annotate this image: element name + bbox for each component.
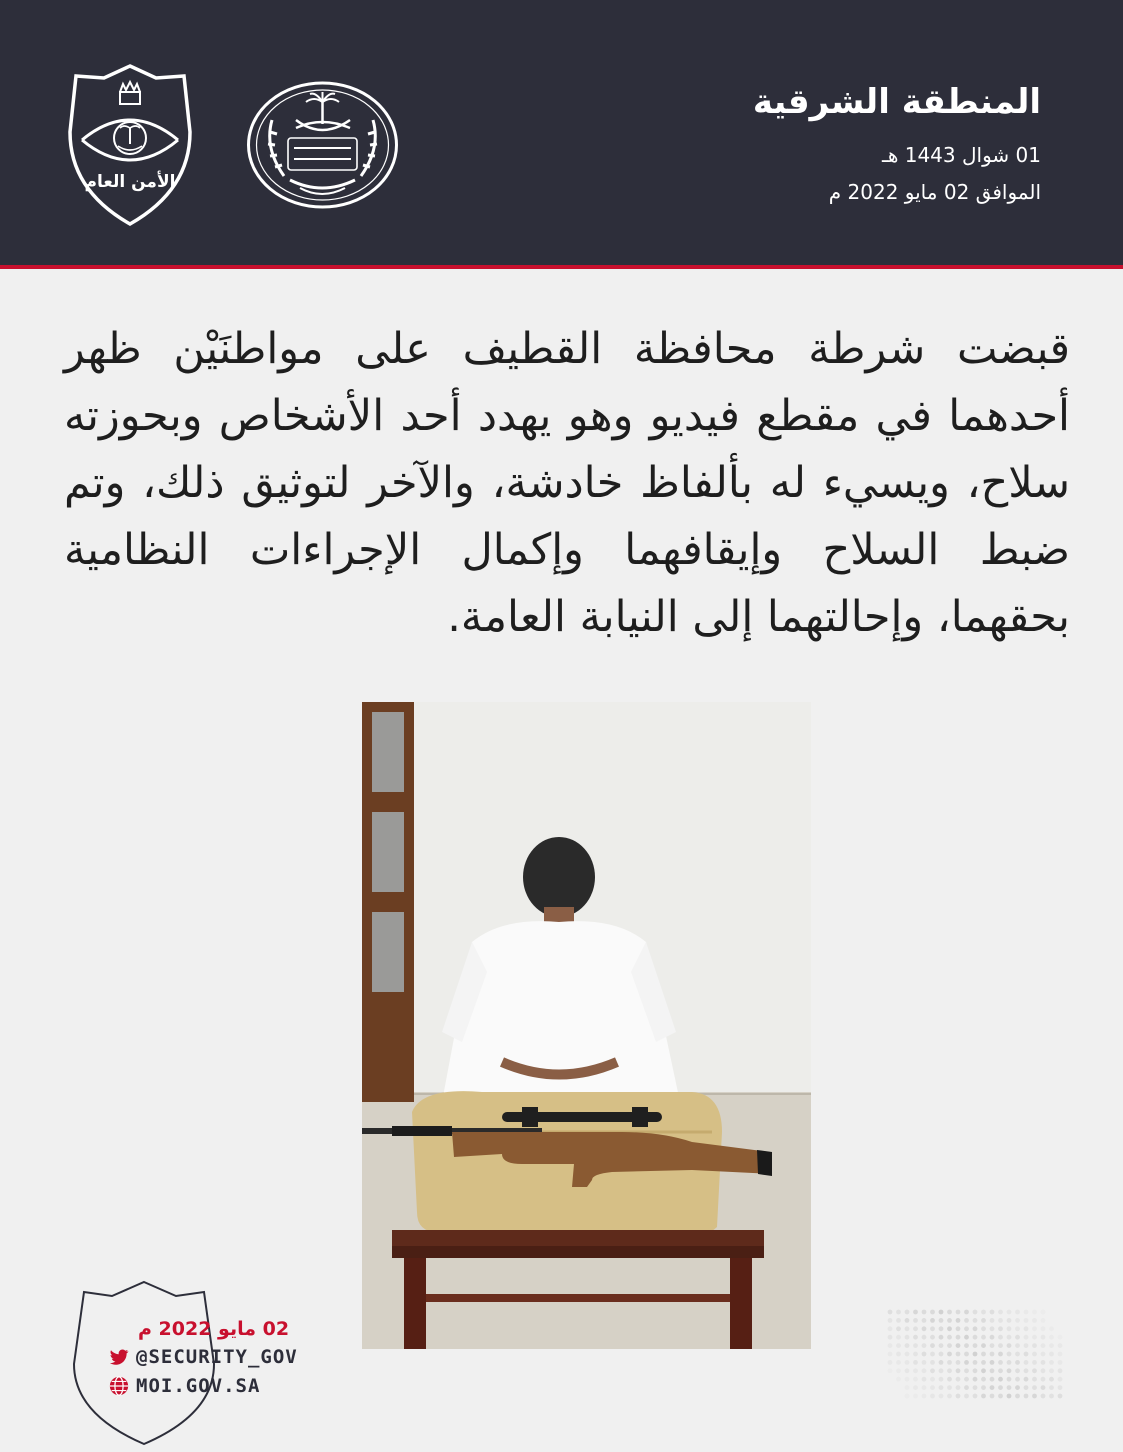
decorative-dot [1058, 1352, 1063, 1357]
decorative-dot [964, 1368, 969, 1373]
decorative-dot [956, 1377, 961, 1382]
decorative-dot [896, 1310, 901, 1315]
public-security-emblem-icon [66, 62, 194, 228]
decorative-dot [905, 1360, 910, 1365]
decorative-dot [939, 1318, 944, 1323]
decorative-dot [1049, 1377, 1054, 1382]
decorative-dot [973, 1394, 978, 1399]
decorative-dot [1041, 1326, 1046, 1331]
decorative-dot [939, 1394, 944, 1399]
decorative-dot [1015, 1310, 1020, 1315]
decorative-dot [905, 1343, 910, 1348]
decorative-dot [905, 1377, 910, 1382]
decorative-dot [956, 1343, 961, 1348]
decorative-dot [905, 1326, 910, 1331]
gregorian-date: الموافق 02 مايو 2022 م [828, 180, 1041, 204]
decorative-dot [964, 1318, 969, 1323]
decorative-dot [1007, 1385, 1012, 1390]
decorative-dot [998, 1343, 1003, 1348]
decorative-dot [1007, 1368, 1012, 1373]
decorative-dot [981, 1352, 986, 1357]
decorative-dot [913, 1326, 918, 1331]
decorative-dot [947, 1352, 952, 1357]
decorative-dot [930, 1343, 935, 1348]
decorative-dot [896, 1326, 901, 1331]
decorative-dot [922, 1343, 927, 1348]
decorative-dot [964, 1352, 969, 1357]
decorative-dot [1007, 1352, 1012, 1357]
website-link[interactable] [108, 1373, 260, 1399]
decorative-dot [1024, 1326, 1029, 1331]
decorative-dot [1015, 1318, 1020, 1323]
decorative-dot [922, 1310, 927, 1315]
decorative-dot [990, 1335, 995, 1340]
decorative-dot [990, 1310, 995, 1315]
decorative-dot [922, 1335, 927, 1340]
decorative-dot [1058, 1377, 1063, 1382]
decorative-dot [998, 1360, 1003, 1365]
decorative-dot [1007, 1360, 1012, 1365]
decorative-dot [990, 1318, 995, 1323]
footer-date: 02 مايو 2022 م [138, 1318, 290, 1340]
decorative-dot [1015, 1360, 1020, 1365]
header-banner [0, 0, 1123, 265]
decorative-dot [1024, 1310, 1029, 1315]
twitter-link[interactable] [108, 1344, 298, 1370]
decorative-dot [1049, 1326, 1054, 1331]
decorative-dot [998, 1368, 1003, 1373]
decorative-dot [888, 1318, 893, 1323]
decorative-dot [1015, 1377, 1020, 1382]
decorative-dot [939, 1352, 944, 1357]
decorative-dot [939, 1310, 944, 1315]
decorative-dot [1041, 1352, 1046, 1357]
decorative-dot [896, 1343, 901, 1348]
decorative-dot [1007, 1335, 1012, 1340]
decorative-dot [913, 1394, 918, 1399]
decorative-dot [973, 1352, 978, 1357]
decorative-dot [964, 1310, 969, 1315]
decorative-dot [1032, 1318, 1037, 1323]
decorative-dot [1007, 1326, 1012, 1331]
decorative-dot [947, 1368, 952, 1373]
decorative-dot [1032, 1335, 1037, 1340]
decorative-dot [1024, 1343, 1029, 1348]
decorative-dot [956, 1326, 961, 1331]
decorative-dot [1049, 1368, 1054, 1373]
decorative-dot [1032, 1360, 1037, 1365]
decorative-dot [939, 1360, 944, 1365]
decorative-dot [939, 1326, 944, 1331]
decorative-dot [930, 1318, 935, 1323]
decorative-dot [990, 1385, 995, 1390]
decorative-dot [981, 1368, 986, 1373]
decorative-dot [947, 1343, 952, 1348]
decorative-dot [973, 1326, 978, 1331]
decorative-dot [1041, 1377, 1046, 1382]
decorative-dot [998, 1394, 1003, 1399]
header-accent-line [0, 265, 1123, 269]
decorative-dot [905, 1385, 910, 1390]
decorative-dot [947, 1318, 952, 1323]
decorative-dot [913, 1318, 918, 1323]
decorative-dot [1015, 1343, 1020, 1348]
decorative-dot [973, 1377, 978, 1382]
decorative-dot [930, 1335, 935, 1340]
decorative-dot [888, 1368, 893, 1373]
decorative-dot [888, 1360, 893, 1365]
decorative-dot [956, 1318, 961, 1323]
decorative-dot [930, 1385, 935, 1390]
decorative-dot [930, 1394, 935, 1399]
decorative-dot [1049, 1394, 1054, 1399]
decorative-dot [998, 1385, 1003, 1390]
decorative-dot [930, 1360, 935, 1365]
decorative-dot [1041, 1343, 1046, 1348]
decorative-dot [947, 1377, 952, 1382]
decorative-dot [1049, 1360, 1054, 1365]
decorative-dot [947, 1310, 952, 1315]
decorative-dot [922, 1368, 927, 1373]
decorative-dot [990, 1326, 995, 1331]
twitter-icon [108, 1346, 130, 1368]
decorative-dot [1032, 1394, 1037, 1399]
globe-icon [108, 1375, 130, 1397]
decorative-dot [1015, 1385, 1020, 1390]
decorative-dot [1041, 1310, 1046, 1315]
decorative-dot [1049, 1335, 1054, 1340]
decorative-dot [896, 1368, 901, 1373]
decorative-dot [896, 1377, 901, 1382]
decorative-dot [947, 1394, 952, 1399]
decorative-dot [905, 1318, 910, 1323]
moi-emblem-icon [244, 80, 401, 210]
decorative-dot [896, 1335, 901, 1340]
decorative-dot [1049, 1343, 1054, 1348]
decorative-dot-pattern [886, 1308, 1064, 1400]
decorative-dot [956, 1360, 961, 1365]
decorative-dot [1032, 1377, 1037, 1382]
decorative-dot [930, 1368, 935, 1373]
decorative-dot [913, 1377, 918, 1382]
decorative-dot [913, 1368, 918, 1373]
decorative-dot [973, 1360, 978, 1365]
decorative-dot [1041, 1368, 1046, 1373]
decorative-dot [1024, 1368, 1029, 1373]
decorative-dot [1007, 1318, 1012, 1323]
decorative-dot [905, 1352, 910, 1357]
decorative-dot [964, 1360, 969, 1365]
decorative-dot [998, 1318, 1003, 1323]
decorative-dot [913, 1335, 918, 1340]
decorative-dot [939, 1343, 944, 1348]
decorative-dot [913, 1385, 918, 1390]
statement-text: قبضت شرطة محافظة القطيف على مواطنَيْن ظهر أحدهما في مقطع فيديو وهو يهدد أحد الأشخاص وبحوزته سلاح، ويسيء له بألفاظ خادشة، والآخر لتوثيق ذلك، وتم ضبط السلاح وإيقافهما وإكمال الإجراءات النظامية بحقهما، وإحالتهما إلى النيابة العامة. [64, 324, 1070, 642]
decorative-dot [1041, 1360, 1046, 1365]
decorative-dot [981, 1343, 986, 1348]
decorative-dot [905, 1335, 910, 1340]
decorative-dot [981, 1377, 986, 1382]
decorative-dot [1015, 1394, 1020, 1399]
decorative-dot [1032, 1310, 1037, 1315]
decorative-dot [939, 1377, 944, 1382]
decorative-dot [956, 1352, 961, 1357]
decorative-dot [1058, 1360, 1063, 1365]
decorative-dot [981, 1385, 986, 1390]
decorative-dot [990, 1360, 995, 1365]
decorative-dot [888, 1310, 893, 1315]
decorative-dot [964, 1385, 969, 1390]
decorative-dot [1058, 1368, 1063, 1373]
decorative-dot [1007, 1310, 1012, 1315]
decorative-dot [956, 1310, 961, 1315]
decorative-dot [888, 1335, 893, 1340]
decorative-dot [1024, 1394, 1029, 1399]
decorative-dot [973, 1343, 978, 1348]
decorative-dot [1015, 1326, 1020, 1331]
decorative-dot [1041, 1385, 1046, 1390]
decorative-dot [1058, 1335, 1063, 1340]
decorative-dot [905, 1394, 910, 1399]
decorative-dot [973, 1310, 978, 1315]
decorative-dot [913, 1352, 918, 1357]
decorative-dot [922, 1385, 927, 1390]
decorative-dot [990, 1368, 995, 1373]
decorative-dot [964, 1326, 969, 1331]
decorative-dot [922, 1394, 927, 1399]
decorative-dot [922, 1352, 927, 1357]
decorative-dot [964, 1343, 969, 1348]
decorative-dot [930, 1352, 935, 1357]
decorative-dot [1007, 1377, 1012, 1382]
decorative-dot [1024, 1360, 1029, 1365]
decorative-dot [981, 1360, 986, 1365]
decorative-dot [939, 1335, 944, 1340]
decorative-dot [947, 1326, 952, 1331]
decorative-dot [939, 1368, 944, 1373]
decorative-dot [1049, 1352, 1054, 1357]
decorative-dot [913, 1360, 918, 1365]
decorative-dot [922, 1318, 927, 1323]
decorative-dot [1032, 1326, 1037, 1331]
decorative-dot [1041, 1335, 1046, 1340]
decorative-dot [964, 1377, 969, 1382]
decorative-dot [930, 1377, 935, 1382]
decorative-dot [956, 1335, 961, 1340]
decorative-dot [998, 1310, 1003, 1315]
decorative-dot [973, 1335, 978, 1340]
decorative-dot [905, 1310, 910, 1315]
decorative-dot [1049, 1385, 1054, 1390]
decorative-dot [947, 1360, 952, 1365]
public-security-logo-text: الأمن العام [84, 172, 176, 192]
decorative-dot [973, 1385, 978, 1390]
decorative-dot [1007, 1343, 1012, 1348]
decorative-dot [998, 1352, 1003, 1357]
decorative-dot [922, 1377, 927, 1382]
decorative-dot [973, 1368, 978, 1373]
decorative-dot [998, 1335, 1003, 1340]
decorative-dot [973, 1318, 978, 1323]
decorative-dot [990, 1377, 995, 1382]
decorative-dot [1032, 1343, 1037, 1348]
decorative-dot [956, 1394, 961, 1399]
decorative-dot [964, 1394, 969, 1399]
decorative-dot [947, 1385, 952, 1390]
decorative-dot [1024, 1352, 1029, 1357]
decorative-dot [1015, 1352, 1020, 1357]
decorative-dot [922, 1360, 927, 1365]
evidence-photo [362, 702, 811, 1349]
decorative-dot [888, 1343, 893, 1348]
decorative-dot [990, 1394, 995, 1399]
decorative-dot [998, 1377, 1003, 1382]
decorative-dot [930, 1310, 935, 1315]
decorative-dot [956, 1368, 961, 1373]
decorative-dot [981, 1318, 986, 1323]
decorative-dot [1032, 1385, 1037, 1390]
decorative-dot [905, 1368, 910, 1373]
decorative-dot [1032, 1352, 1037, 1357]
decorative-dot [990, 1343, 995, 1348]
decorative-dot [888, 1326, 893, 1331]
decorative-dot [896, 1360, 901, 1365]
decorative-dot [947, 1335, 952, 1340]
decorative-dot [1041, 1318, 1046, 1323]
decorative-dot [1058, 1385, 1063, 1390]
decorative-dot [1024, 1377, 1029, 1382]
decorative-dot [1041, 1394, 1046, 1399]
decorative-dot [939, 1385, 944, 1390]
twitter-handle: @SECURITY_GOV [136, 1346, 298, 1368]
decorative-dot [930, 1326, 935, 1331]
decorative-dot [896, 1318, 901, 1323]
decorative-dot [1007, 1394, 1012, 1399]
decorative-dot [913, 1343, 918, 1348]
decorative-dot [981, 1394, 986, 1399]
decorative-dot [888, 1352, 893, 1357]
region-title: المنطقة الشرقية [752, 82, 1041, 122]
decorative-dot [956, 1385, 961, 1390]
decorative-dot [1024, 1385, 1029, 1390]
decorative-dot [896, 1352, 901, 1357]
decorative-dot [913, 1310, 918, 1315]
decorative-dot [1058, 1343, 1063, 1348]
decorative-dot [922, 1326, 927, 1331]
decorative-dot [990, 1352, 995, 1357]
decorative-dot [1032, 1368, 1037, 1373]
decorative-dot [981, 1335, 986, 1340]
decorative-dot [1058, 1394, 1063, 1399]
decorative-dot [1024, 1318, 1029, 1323]
decorative-dot [1015, 1368, 1020, 1373]
decorative-dot [1024, 1335, 1029, 1340]
decorative-dot [1015, 1335, 1020, 1340]
hijri-date: 01 شوال 1443 هـ [881, 143, 1041, 167]
website-url: MOI.GOV.SA [136, 1375, 261, 1397]
decorative-dot [998, 1326, 1003, 1331]
decorative-dot [964, 1335, 969, 1340]
decorative-dot [981, 1326, 986, 1331]
decorative-dot [981, 1310, 986, 1315]
